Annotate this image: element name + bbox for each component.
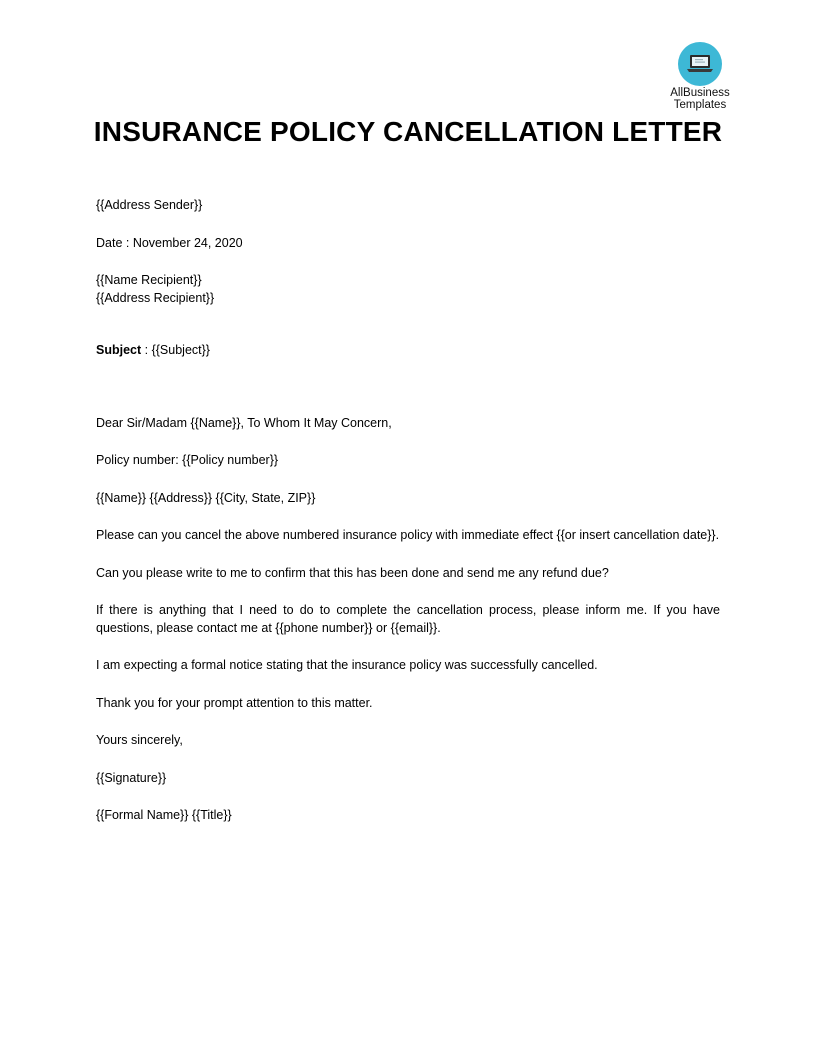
subject-value: : {{Subject}} [141, 343, 210, 357]
letter-body [96, 197, 720, 825]
logo-text-line1: AllBusiness [670, 87, 730, 99]
salutation: Dear Sir/Madam {{Name}}, To Whom It May Concern, [96, 415, 392, 430]
policy-number: Policy number: {{Policy number}} [96, 453, 279, 467]
signature-placeholder: {{Signature}} [96, 770, 167, 785]
allbusiness-logo [664, 42, 736, 111]
paragraph-cancel-request: Please can you cancel the above numbered insurance policy with immediate effect {{or insert cancellation date}}. [96, 528, 720, 542]
name-address-line: {{Name}} {{Address}} {{City, State, ZIP}} [96, 490, 316, 505]
paragraph-thanks: Thank you for your prompt attention to this matter. [96, 695, 373, 710]
paragraph-formal-notice: I am expecting a formal notice stating that the insurance policy was successfully cancelled. [96, 658, 598, 672]
logo-text-line2: Templates [673, 99, 727, 111]
address-sender: {{Address Sender}} [96, 198, 203, 212]
closing: Yours sincerely, [96, 733, 183, 747]
laptop-icon [678, 42, 722, 86]
formal-name-title: {{Formal Name}} {{Title}} [96, 808, 232, 822]
paragraph-confirm-request: Can you please write to me to confirm that this has been done and send me any refund due? [96, 565, 609, 580]
paragraph-complete-process: If there is anything that I need to do to complete the cancellation process, please inform me. If you have questions, please contact me at {{phone number}} or {{email}}. [96, 603, 720, 635]
date-line: Date : November 24, 2020 [96, 235, 243, 250]
subject-line [96, 342, 720, 360]
address-recipient: {{Address Recipient}} [96, 290, 215, 305]
name-recipient: {{Name Recipient}} [96, 273, 202, 287]
subject-label: Subject [96, 343, 142, 357]
document-title: INSURANCE POLICY CANCELLATION LETTER [93, 116, 723, 147]
